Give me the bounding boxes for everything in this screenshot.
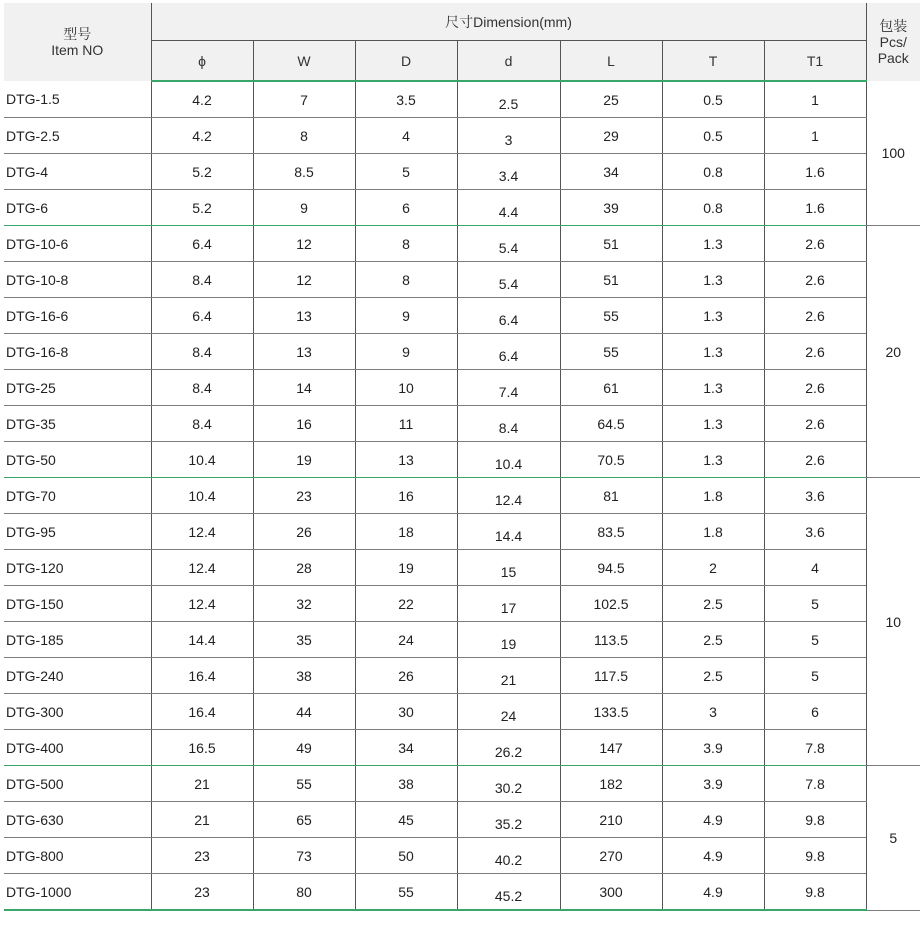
value-cell-w: 19 xyxy=(253,442,355,478)
value-cell-dd: 45 xyxy=(355,802,457,838)
pack-header-en-1: Pcs/ xyxy=(879,34,907,50)
table-row xyxy=(4,442,920,478)
column-header: ϕ xyxy=(151,41,253,82)
value-cell-t1: 5 xyxy=(764,586,866,622)
value-cell-t1: 1 xyxy=(764,118,866,154)
value-cell-l: 55 xyxy=(560,298,662,334)
value-cell-t: 1.3 xyxy=(662,262,764,298)
value-cell-d: 45.2 xyxy=(457,874,560,911)
value-cell-t: 1.3 xyxy=(662,334,764,370)
value-cell-phi: 8.4 xyxy=(151,406,253,442)
value-cell-t: 1.3 xyxy=(662,442,764,478)
value-cell-t: 3.9 xyxy=(662,730,764,766)
value-cell-w: 7 xyxy=(253,81,355,118)
table-row xyxy=(4,406,920,442)
item-no-cell: DTG-630 xyxy=(4,802,151,838)
value-cell-t1: 7.8 xyxy=(764,730,866,766)
item-no-cell: DTG-1.5 xyxy=(4,81,151,118)
value-cell-d: 17 xyxy=(457,586,560,622)
value-cell-t: 4.9 xyxy=(662,874,764,911)
pack-quantity-cell: 20 xyxy=(866,226,920,478)
value-cell-d: 30.2 xyxy=(457,766,560,802)
value-cell-phi: 8.4 xyxy=(151,262,253,298)
value-cell-t1: 9.8 xyxy=(764,874,866,911)
value-cell-d: 6.4 xyxy=(457,334,560,370)
pack-quantity-cell: 5 xyxy=(866,766,920,911)
value-cell-l: 83.5 xyxy=(560,514,662,550)
value-cell-phi: 21 xyxy=(151,802,253,838)
table-row xyxy=(4,478,920,514)
value-cell-w: 55 xyxy=(253,766,355,802)
table-row xyxy=(4,514,920,550)
value-cell-t1: 2.6 xyxy=(764,334,866,370)
value-cell-phi: 16.4 xyxy=(151,658,253,694)
value-cell-d: 6.4 xyxy=(457,298,560,334)
value-cell-t1: 2.6 xyxy=(764,226,866,262)
value-cell-d: 4.4 xyxy=(457,190,560,226)
value-cell-phi: 12.4 xyxy=(151,550,253,586)
value-cell-t1: 2.6 xyxy=(764,370,866,406)
value-cell-phi: 10.4 xyxy=(151,478,253,514)
value-cell-phi: 23 xyxy=(151,838,253,874)
pack-header-en-2: Pack xyxy=(877,50,909,66)
value-cell-l: 94.5 xyxy=(560,550,662,586)
value-cell-w: 12 xyxy=(253,262,355,298)
value-cell-t1: 1.6 xyxy=(764,154,866,190)
value-cell-d: 21 xyxy=(457,658,560,694)
value-cell-dd: 30 xyxy=(355,694,457,730)
value-cell-t: 4.9 xyxy=(662,802,764,838)
pack-quantity-cell: 10 xyxy=(866,478,920,766)
value-cell-phi: 16.5 xyxy=(151,730,253,766)
value-cell-d: 3 xyxy=(457,118,560,154)
value-cell-w: 44 xyxy=(253,694,355,730)
column-header: L xyxy=(560,41,662,82)
value-cell-l: 51 xyxy=(560,262,662,298)
item-no-cell: DTG-95 xyxy=(4,514,151,550)
value-cell-t: 4.9 xyxy=(662,838,764,874)
value-cell-l: 25 xyxy=(560,81,662,118)
value-cell-t: 2.5 xyxy=(662,622,764,658)
value-cell-t: 3 xyxy=(662,694,764,730)
value-cell-w: 32 xyxy=(253,586,355,622)
value-cell-t: 3.9 xyxy=(662,766,764,802)
dimension-header: 尺寸Dimension(mm) xyxy=(151,3,866,41)
value-cell-phi: 12.4 xyxy=(151,514,253,550)
value-cell-l: 102.5 xyxy=(560,586,662,622)
value-cell-dd: 8 xyxy=(355,262,457,298)
value-cell-d: 2.5 xyxy=(457,81,560,118)
value-cell-phi: 8.4 xyxy=(151,370,253,406)
value-cell-phi: 21 xyxy=(151,766,253,802)
table-row xyxy=(4,586,920,622)
value-cell-w: 65 xyxy=(253,802,355,838)
column-header: T xyxy=(662,41,764,82)
value-cell-w: 35 xyxy=(253,622,355,658)
value-cell-t1: 9.8 xyxy=(764,802,866,838)
item-no-header-cn: 型号 xyxy=(63,26,92,42)
column-header: W xyxy=(253,41,355,82)
value-cell-t1: 4 xyxy=(764,550,866,586)
table-body xyxy=(4,81,920,910)
table-row xyxy=(4,226,920,262)
value-cell-d: 12.4 xyxy=(457,478,560,514)
value-cell-t: 1.3 xyxy=(662,370,764,406)
value-cell-l: 270 xyxy=(560,838,662,874)
value-cell-phi: 8.4 xyxy=(151,334,253,370)
item-no-cell: DTG-25 xyxy=(4,370,151,406)
item-no-cell: DTG-2.5 xyxy=(4,118,151,154)
item-no-cell: DTG-800 xyxy=(4,838,151,874)
value-cell-dd: 55 xyxy=(355,874,457,911)
table-row xyxy=(4,550,920,586)
value-cell-w: 28 xyxy=(253,550,355,586)
value-cell-phi: 14.4 xyxy=(151,622,253,658)
value-cell-t1: 5 xyxy=(764,658,866,694)
table-row xyxy=(4,81,920,118)
value-cell-dd: 11 xyxy=(355,406,457,442)
item-no-cell: DTG-400 xyxy=(4,730,151,766)
item-no-cell: DTG-50 xyxy=(4,442,151,478)
value-cell-w: 12 xyxy=(253,226,355,262)
value-cell-l: 29 xyxy=(560,118,662,154)
column-header: d xyxy=(457,41,560,82)
value-cell-dd: 24 xyxy=(355,622,457,658)
value-cell-w: 16 xyxy=(253,406,355,442)
item-no-cell: DTG-185 xyxy=(4,622,151,658)
table-header xyxy=(4,3,920,81)
value-cell-dd: 5 xyxy=(355,154,457,190)
value-cell-phi: 6.4 xyxy=(151,226,253,262)
value-cell-dd: 19 xyxy=(355,550,457,586)
item-no-cell: DTG-35 xyxy=(4,406,151,442)
item-no-cell: DTG-4 xyxy=(4,154,151,190)
value-cell-w: 8.5 xyxy=(253,154,355,190)
value-cell-t1: 1 xyxy=(764,81,866,118)
value-cell-t: 2.5 xyxy=(662,586,764,622)
value-cell-l: 55 xyxy=(560,334,662,370)
table-row xyxy=(4,118,920,154)
value-cell-l: 182 xyxy=(560,766,662,802)
value-cell-t1: 6 xyxy=(764,694,866,730)
value-cell-dd: 50 xyxy=(355,838,457,874)
value-cell-t1: 7.8 xyxy=(764,766,866,802)
value-cell-t1: 3.6 xyxy=(764,478,866,514)
item-no-cell: DTG-10-6 xyxy=(4,226,151,262)
table-row xyxy=(4,262,920,298)
value-cell-d: 5.4 xyxy=(457,262,560,298)
value-cell-dd: 9 xyxy=(355,334,457,370)
value-cell-d: 26.2 xyxy=(457,730,560,766)
value-cell-l: 51 xyxy=(560,226,662,262)
value-cell-w: 13 xyxy=(253,334,355,370)
table-row xyxy=(4,658,920,694)
value-cell-d: 3.4 xyxy=(457,154,560,190)
value-cell-d: 24 xyxy=(457,694,560,730)
item-no-cell: DTG-240 xyxy=(4,658,151,694)
value-cell-l: 64.5 xyxy=(560,406,662,442)
value-cell-t: 2.5 xyxy=(662,658,764,694)
item-no-cell: DTG-70 xyxy=(4,478,151,514)
value-cell-d: 14.4 xyxy=(457,514,560,550)
value-cell-t: 1.8 xyxy=(662,478,764,514)
value-cell-t1: 2.6 xyxy=(764,262,866,298)
value-cell-dd: 6 xyxy=(355,190,457,226)
value-cell-dd: 9 xyxy=(355,298,457,334)
value-cell-d: 19 xyxy=(457,622,560,658)
dimension-spec-table xyxy=(4,3,920,911)
table-row xyxy=(4,622,920,658)
value-cell-phi: 6.4 xyxy=(151,298,253,334)
value-cell-dd: 18 xyxy=(355,514,457,550)
value-cell-dd: 13 xyxy=(355,442,457,478)
value-cell-l: 300 xyxy=(560,874,662,911)
table-row xyxy=(4,874,920,911)
value-cell-dd: 10 xyxy=(355,370,457,406)
value-cell-w: 49 xyxy=(253,730,355,766)
value-cell-t1: 2.6 xyxy=(764,406,866,442)
value-cell-l: 61 xyxy=(560,370,662,406)
value-cell-l: 81 xyxy=(560,478,662,514)
value-cell-phi: 4.2 xyxy=(151,118,253,154)
value-cell-t1: 3.6 xyxy=(764,514,866,550)
pack-quantity-cell: 100 xyxy=(866,81,920,226)
table-row xyxy=(4,838,920,874)
pack-header xyxy=(866,3,920,81)
pack-header-cn: 包装 xyxy=(879,18,908,34)
item-no-cell: DTG-500 xyxy=(4,766,151,802)
table-row xyxy=(4,766,920,802)
item-no-header-en: Item NO xyxy=(51,42,104,58)
value-cell-t: 2 xyxy=(662,550,764,586)
value-cell-d: 8.4 xyxy=(457,406,560,442)
item-no-cell: DTG-1000 xyxy=(4,874,151,911)
value-cell-phi: 23 xyxy=(151,874,253,911)
value-cell-phi: 10.4 xyxy=(151,442,253,478)
value-cell-t: 0.8 xyxy=(662,154,764,190)
value-cell-w: 9 xyxy=(253,190,355,226)
table-row xyxy=(4,190,920,226)
item-no-header xyxy=(4,3,151,81)
item-no-cell: DTG-10-8 xyxy=(4,262,151,298)
table-row xyxy=(4,298,920,334)
table-row xyxy=(4,334,920,370)
value-cell-l: 39 xyxy=(560,190,662,226)
table-row xyxy=(4,802,920,838)
value-cell-d: 15 xyxy=(457,550,560,586)
value-cell-w: 26 xyxy=(253,514,355,550)
value-cell-d: 40.2 xyxy=(457,838,560,874)
value-cell-dd: 22 xyxy=(355,586,457,622)
value-cell-dd: 34 xyxy=(355,730,457,766)
value-cell-w: 23 xyxy=(253,478,355,514)
item-no-cell: DTG-16-8 xyxy=(4,334,151,370)
value-cell-d: 10.4 xyxy=(457,442,560,478)
value-cell-phi: 16.4 xyxy=(151,694,253,730)
value-cell-t1: 2.6 xyxy=(764,442,866,478)
value-cell-dd: 38 xyxy=(355,766,457,802)
item-no-cell: DTG-300 xyxy=(4,694,151,730)
value-cell-t: 1.3 xyxy=(662,226,764,262)
value-cell-d: 35.2 xyxy=(457,802,560,838)
item-no-cell: DTG-150 xyxy=(4,586,151,622)
value-cell-t: 0.5 xyxy=(662,81,764,118)
value-cell-phi: 4.2 xyxy=(151,81,253,118)
value-cell-l: 117.5 xyxy=(560,658,662,694)
column-header: D xyxy=(355,41,457,82)
item-no-cell: DTG-16-6 xyxy=(4,298,151,334)
value-cell-phi: 12.4 xyxy=(151,586,253,622)
value-cell-w: 38 xyxy=(253,658,355,694)
value-cell-dd: 16 xyxy=(355,478,457,514)
value-cell-dd: 8 xyxy=(355,226,457,262)
value-cell-t1: 5 xyxy=(764,622,866,658)
value-cell-d: 7.4 xyxy=(457,370,560,406)
value-cell-t1: 1.6 xyxy=(764,190,866,226)
value-cell-dd: 4 xyxy=(355,118,457,154)
item-no-cell: DTG-6 xyxy=(4,190,151,226)
value-cell-t1: 9.8 xyxy=(764,838,866,874)
table-row xyxy=(4,154,920,190)
value-cell-l: 70.5 xyxy=(560,442,662,478)
value-cell-t: 0.5 xyxy=(662,118,764,154)
value-cell-l: 34 xyxy=(560,154,662,190)
value-cell-w: 80 xyxy=(253,874,355,911)
value-cell-w: 73 xyxy=(253,838,355,874)
value-cell-w: 13 xyxy=(253,298,355,334)
table-row xyxy=(4,730,920,766)
value-cell-dd: 3.5 xyxy=(355,81,457,118)
value-cell-dd: 26 xyxy=(355,658,457,694)
value-cell-t: 1.3 xyxy=(662,298,764,334)
value-cell-t1: 2.6 xyxy=(764,298,866,334)
value-cell-phi: 5.2 xyxy=(151,190,253,226)
table-row xyxy=(4,370,920,406)
value-cell-d: 5.4 xyxy=(457,226,560,262)
value-cell-w: 8 xyxy=(253,118,355,154)
value-cell-t: 1.3 xyxy=(662,406,764,442)
value-cell-l: 210 xyxy=(560,802,662,838)
item-no-cell: DTG-120 xyxy=(4,550,151,586)
value-cell-l: 113.5 xyxy=(560,622,662,658)
value-cell-t: 0.8 xyxy=(662,190,764,226)
column-header: T1 xyxy=(764,41,866,82)
value-cell-l: 147 xyxy=(560,730,662,766)
value-cell-w: 14 xyxy=(253,370,355,406)
value-cell-l: 133.5 xyxy=(560,694,662,730)
value-cell-t: 1.8 xyxy=(662,514,764,550)
value-cell-phi: 5.2 xyxy=(151,154,253,190)
table-row xyxy=(4,694,920,730)
